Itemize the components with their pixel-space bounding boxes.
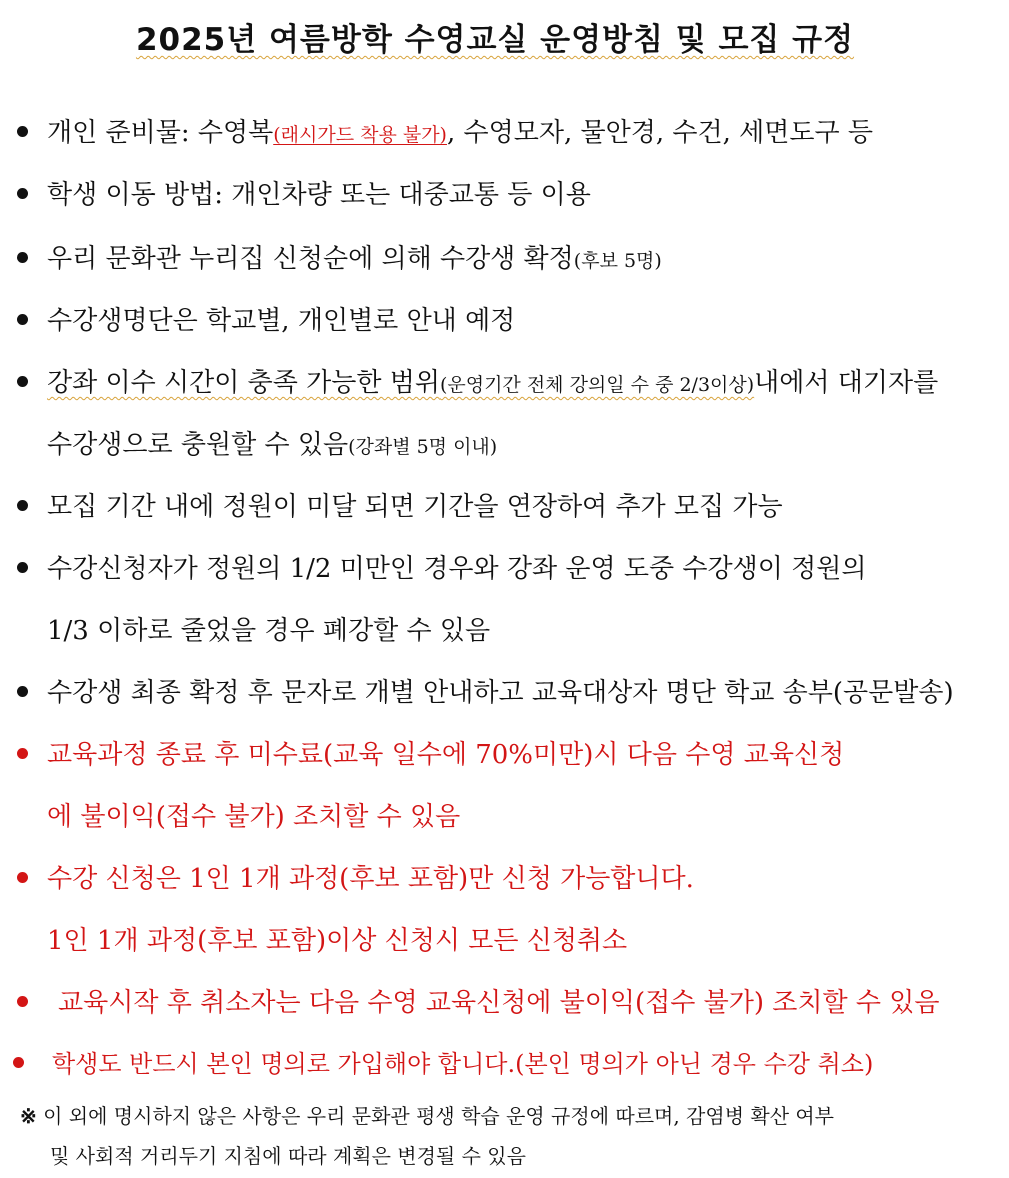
bullet-icon [17, 252, 28, 263]
bullet-icon [17, 872, 28, 883]
bullet-icon [17, 686, 28, 697]
bullet-icon [17, 748, 28, 759]
reference-mark-icon: ※ [20, 1104, 37, 1128]
page-title: 2025년 여름방학 수영교실 운영방침 및 모집 규정 [135, 22, 855, 58]
list-item-extension: 모집 기간 내에 정원이 미달 되면 기간을 연장하여 추가 모집 가능 [0, 486, 1009, 526]
list-item-transport: 학생 이동 방법: 개인차량 또는 대중교통 등 이용 [0, 174, 1009, 214]
bullet-icon [17, 996, 28, 1007]
list-item-supplies: 개인 준비물: 수영복(래시가드 착용 불가), 수영모자, 물안경, 수건, 세면도구 등 [0, 112, 1009, 152]
list-item-roster: 수강생명단은 학교별, 개인별로 안내 예정 [0, 300, 1009, 340]
list-item-notification: 수강생 최종 확정 후 문자로 개별 안내하고 교육대상자 명단 학교 송부(공문발송) [0, 672, 1009, 712]
bullet-icon [17, 188, 28, 199]
bullet-icon [17, 126, 28, 137]
list-item-withdrawal-penalty: 교육시작 후 취소자는 다음 수영 교육신청에 불이익(접수 불가) 조치할 수 있음 [0, 982, 1009, 1022]
bullet-icon [17, 562, 28, 573]
list-item-cancellation: 수강신청자가 정원의 1/2 미만인 경우와 강좌 운영 도중 수강생이 정원의 1/3 이하로 줄었을 경우 폐강할 수 있음 [0, 548, 1009, 648]
footnote-line2: 및 사회적 거리두기 지침에 따라 계획은 변경될 수 있음 [50, 1144, 526, 1168]
bullet-icon [17, 500, 28, 511]
bullet-icon [17, 376, 28, 387]
list-item-waitlist: 강좌 이수 시간이 충족 가능한 범위(운영기간 전체 강의일 수 중 2/3이상)내에서 대기자를 수강생으로 충원할 수 있음(강좌별 5명 이내) [0, 362, 1009, 462]
list-item-one-course-limit: 수강 신청은 1인 1개 과정(후보 포함)만 신청 가능합니다. 1인 1개 과정(후보 포함)이상 신청시 모든 신청취소 [0, 858, 1009, 958]
list-item-incomplete-penalty: 교육과정 종료 후 미수료(교육 일수에 70%미만)시 다음 수영 교육신청 에 불이익(접수 불가) 조치할 수 있음 [0, 734, 1009, 834]
list-item-confirmation: 우리 문화관 누리집 신청순에 의해 수강생 확정(후보 5명) [0, 238, 1009, 278]
bullet-icon [17, 314, 28, 325]
footnote: ※ 이 외에 명시하지 않은 사항은 우리 문화관 평생 학습 운영 규정에 따르며, 감염병 확산 여부 [20, 1104, 835, 1128]
list-item-own-account: 학생도 반드시 본인 명의로 가입해야 합니다.(본인 명의가 아닌 경우 수강 취소) [0, 1044, 1009, 1084]
bullet-icon [13, 1057, 24, 1068]
